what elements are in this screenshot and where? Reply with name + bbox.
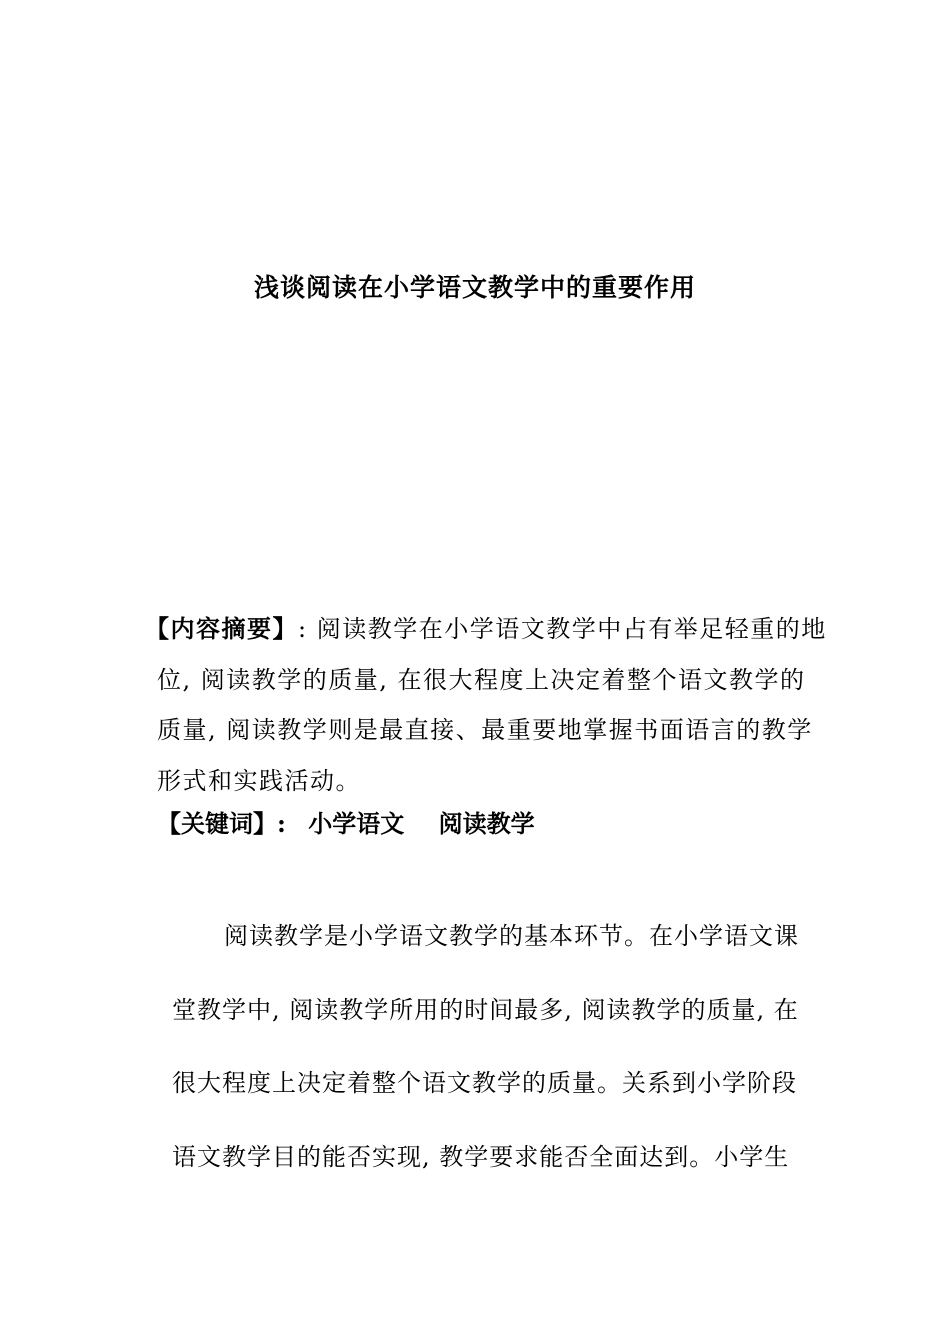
body-line: 堂教学中, 阅读教学所用的时间最多, 阅读教学的质量, 在 [172, 995, 799, 1024]
abstract-line: 质量, 阅读教学则是最直接、最重要地掌握书面语言的教学 [157, 716, 813, 744]
keywords [157, 804, 535, 839]
abstract-line: 形式和实践活动。 [157, 766, 361, 795]
abstract-text: : 阅读教学在小学语文教学中占有举足轻重的地 [298, 615, 827, 643]
abstract-label: 【内容摘要】 [145, 614, 298, 643]
body-line: 很大程度上决定着整个语文教学的质量。关系到小学阶段 [172, 1069, 797, 1097]
body-line: 阅读教学是小学语文教学的基本环节。在小学语文课 [224, 922, 799, 950]
keyword-item: 小学语文 [308, 809, 405, 838]
abstract-line: 位, 阅读教学的质量, 在很大程度上决定着整个语文教学的 [157, 665, 806, 694]
body-line: 语文教学目的能否实现, 教学要求能否全面达到。小学生 [172, 1142, 790, 1171]
abstract-line [145, 604, 827, 655]
abstract [145, 604, 827, 806]
document-title: 浅谈阅读在小学语文教学中的重要作用 [253, 273, 696, 302]
keywords-label: 【关键词】: [157, 809, 286, 838]
body-paragraph [172, 900, 812, 1194]
keyword-item: 阅读教学 [438, 809, 535, 838]
